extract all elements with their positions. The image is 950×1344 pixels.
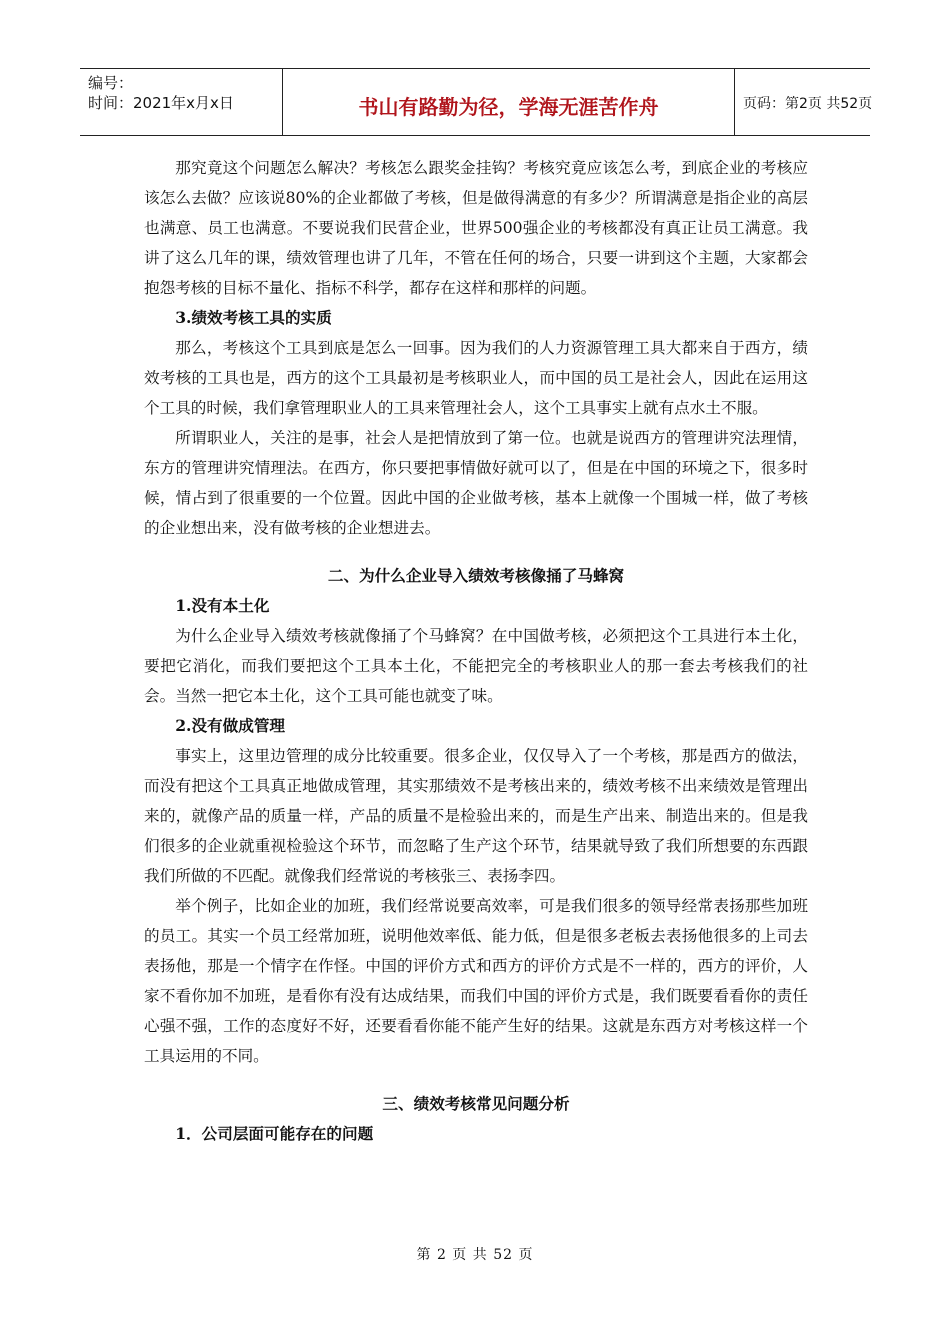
subheading-4: 1．公司层面可能存在的问题 <box>175 1124 374 1143</box>
header-motto-cell <box>282 69 735 135</box>
paragraph-4: 为什么企业导入绩效考核就像捅了个马蜂窝？在中国做考核，必须把这个工具进行本土化，要把它消化，而我们要把这个工具本土化，不能把完全的考核职业人的那一套去考核我们的社会。当然一把它本土化，这个工具可能也就变了味。 <box>144 627 808 705</box>
document-body <box>144 153 808 1149</box>
header-table <box>80 68 873 136</box>
header-meta-cell <box>80 69 282 135</box>
section-heading-3: 三、绩效考核常见问题分析 <box>382 1094 570 1113</box>
subheading-1: 1.没有本土化 <box>175 596 270 615</box>
section-heading-2: 二、为什么企业导入绩效考核像捅了马蜂窝 <box>327 566 625 585</box>
header-page-cell <box>735 69 873 135</box>
page-info: 页码：第2页 共52页 <box>743 96 873 112</box>
motto-text: 书山有路勤为径，学海无涯苦作舟 <box>358 95 659 119</box>
paragraph-3: 所谓职业人，关注的是事，社会人是把情放到了第一位。也就是说西方的管理讲究法理情，东方的管理讲究情理法。在西方，你只要把事情做好就可以了，但是在中国的环境之下，很多时候，情占到了很重要的一个位置。因此中国的企业做考核，基本上就像一个围城一样，做了考核的企业想出来，没有做考核的企业想进去。 <box>144 429 808 537</box>
subheading-3: 3.绩效考核工具的实质 <box>175 308 332 327</box>
paragraph-1: 那究竟这个问题怎么解决？考核怎么跟奖金挂钩？考核究竟应该怎么考，到底企业的考核应该怎么去做？应该说80%的企业都做了考核，但是做得满意的有多少？所谓满意是指企业的高层也满意、员工也满意。不要说我们民营企业，世界500强企业的考核都没有真正让员工满意。我讲了这么几年的课，绩效管理也讲了几年，不管在任何的场合，只要一讲到这个主题，大家都会抱怨考核的目标不量化、指标不科学，都存在这样和那样的问题。 <box>144 159 808 297</box>
paragraph-5: 事实上，这里边管理的成分比较重要。很多企业，仅仅导入了一个考核，那是西方的做法，而没有把这个工具真正地做成管理，其实那绩效不是考核出来的，绩效考核不出来绩效是管理出来的，就像产品的质量一样，产品的质量不是检验出来的，而是生产出来、制造出来的。但是我们很多的企业就重视检验这个环节，而忽略了生产这个环节，结果就导致了我们所想要的东西跟我们所做的不匹配。就像我们经常说的考核张三、表扬李四。 <box>144 747 808 885</box>
time-label: 时间：2021年x月x日 <box>88 94 234 112</box>
number-label: 编号： <box>88 74 134 92</box>
page-footer: 第 2 页 共 52 页 <box>416 1247 534 1263</box>
paragraph-2: 那么，考核这个工具到底是怎么一回事。因为我们的人力资源管理工具大都来自于西方，绩效考核的工具也是，西方的这个工具最初是考核职业人，而中国的员工是社会人，因此在运用这个工具的时候，我们拿管理职业人的工具来管理社会人，这个工具事实上就有点水土不服。 <box>144 339 808 417</box>
paragraph-6: 举个例子，比如企业的加班，我们经常说要高效率，可是我们很多的领导经常表扬那些加班的员工。其实一个员工经常加班，说明他效率低、能力低，但是很多老板去表扬他很多的上司去表扬他，那是一个情字在作怪。中国的评价方式和西方的评价方式是不一样的，西方的评价，人家不看你加不加班，是看你有没有达成结果，而我们中国的评价方式是，我们既要看看你的责任心强不强，工作的态度好不好，还要看看你能不能产生好的结果。这就是东西方对考核这样一个工具运用的不同。 <box>144 897 808 1065</box>
subheading-2: 2.没有做成管理 <box>175 716 286 735</box>
